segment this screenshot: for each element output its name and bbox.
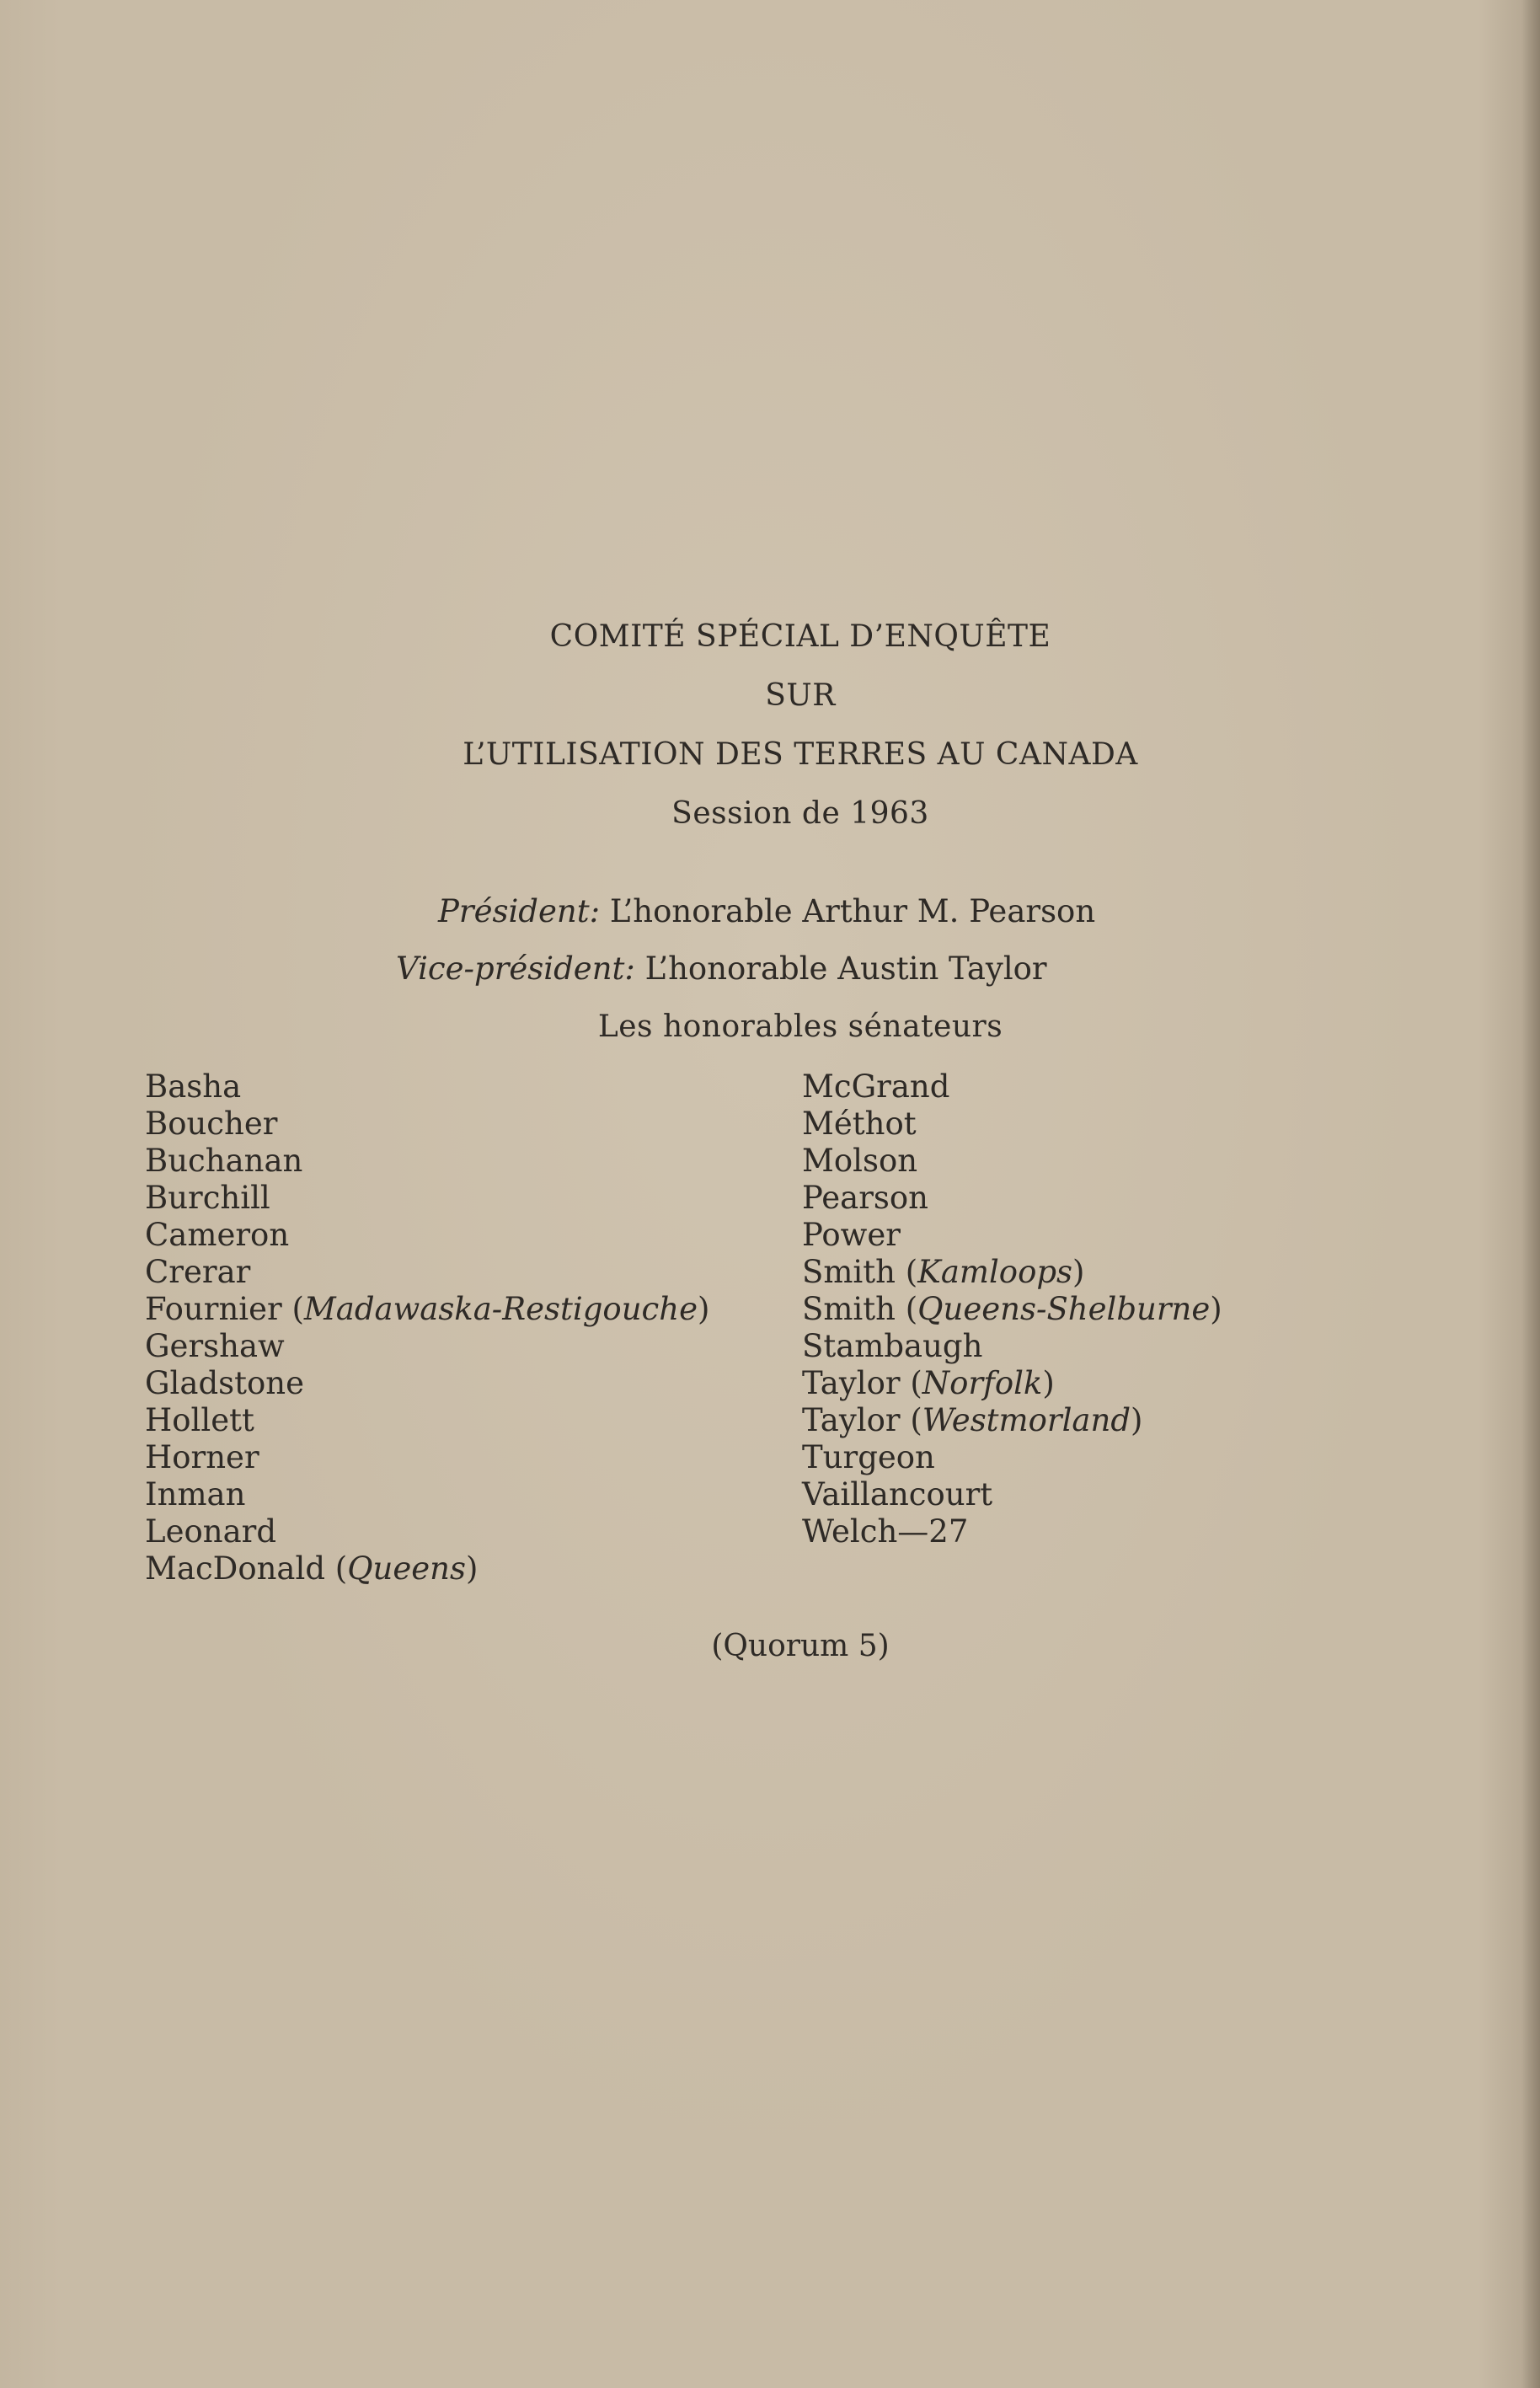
senator-name: Power bbox=[802, 1217, 901, 1253]
member-name-item bbox=[145, 1439, 709, 1476]
committee-title-line-3: L’UTILISATION DES TERRES AU CANADA bbox=[463, 737, 1138, 772]
senator-name: Burchill bbox=[145, 1180, 270, 1216]
member-name-item bbox=[802, 1217, 1222, 1254]
senator-name: Méthot bbox=[802, 1106, 917, 1142]
senator-name: Buchanan bbox=[145, 1143, 303, 1179]
senator-name: Cameron bbox=[145, 1217, 290, 1253]
member-name-item bbox=[145, 1402, 709, 1439]
senator-name: Smith bbox=[802, 1291, 896, 1327]
riding-parenthetical: (Madawaska-Restigouche) bbox=[281, 1291, 710, 1327]
senator-riding: Madawaska-Restigouche bbox=[303, 1291, 698, 1327]
session-label: Session de 1963 bbox=[671, 796, 929, 831]
member-name-item bbox=[145, 1217, 709, 1254]
president-name: L’honorable Arthur M. Pearson bbox=[609, 893, 1096, 929]
member-name-item bbox=[802, 1068, 1222, 1106]
senator-name: Gladstone bbox=[145, 1365, 304, 1401]
riding-parenthetical: (Norfolk) bbox=[900, 1365, 1055, 1401]
senator-name: Gershaw bbox=[145, 1328, 285, 1364]
member-name-item bbox=[145, 1513, 709, 1550]
member-name-item bbox=[802, 1513, 1222, 1550]
member-name-item bbox=[802, 1291, 1222, 1328]
member-name-item bbox=[802, 1106, 1222, 1143]
member-name-item bbox=[145, 1365, 709, 1402]
senator-name: MacDonald bbox=[145, 1550, 326, 1587]
senator-name: Pearson bbox=[802, 1180, 928, 1216]
senator-name: Taylor bbox=[802, 1402, 901, 1438]
riding-parenthetical: (Queens) bbox=[325, 1550, 479, 1587]
member-name-item bbox=[145, 1068, 709, 1106]
senator-riding: Kamloops bbox=[917, 1254, 1073, 1290]
president-role: Président: bbox=[438, 893, 601, 929]
member-name-item bbox=[802, 1402, 1222, 1439]
member-name-item bbox=[802, 1476, 1222, 1513]
member-name-item bbox=[802, 1439, 1222, 1476]
president-line bbox=[438, 893, 1095, 929]
senator-riding: Norfolk bbox=[922, 1365, 1043, 1401]
senator-name: Molson bbox=[802, 1143, 918, 1179]
page-edge-shadow bbox=[1521, 0, 1540, 2388]
senator-riding: Queens-Shelburne bbox=[917, 1291, 1211, 1327]
member-name-item bbox=[145, 1476, 709, 1513]
vice-president-name: L’honorable Austin Taylor bbox=[644, 950, 1047, 987]
senator-name: McGrand bbox=[802, 1068, 950, 1105]
member-name-item bbox=[145, 1143, 709, 1180]
senator-name: Vaillancourt bbox=[802, 1476, 993, 1513]
senator-name: Stambaugh bbox=[802, 1328, 983, 1364]
senators-heading: Les honorables sénateurs bbox=[597, 1009, 1003, 1044]
senator-name: Horner bbox=[145, 1439, 259, 1475]
member-name-item bbox=[145, 1550, 709, 1588]
senator-name: Turgeon bbox=[802, 1439, 935, 1475]
quorum-note: (Quorum 5) bbox=[711, 1629, 890, 1663]
riding-parenthetical: (Queens-Shelburne) bbox=[895, 1291, 1222, 1327]
senator-riding: Westmorland bbox=[922, 1402, 1131, 1438]
vice-president-line bbox=[396, 950, 1047, 987]
committee-title-line-2: SUR bbox=[765, 678, 836, 713]
members-list-left bbox=[145, 1068, 709, 1588]
member-name-item bbox=[145, 1291, 709, 1328]
senator-name: Crerar bbox=[145, 1254, 251, 1290]
member-name-item bbox=[802, 1180, 1222, 1217]
senator-name: Fournier bbox=[145, 1291, 282, 1327]
member-name-item bbox=[145, 1328, 709, 1365]
committee-title-line-1: COMITÉ SPÉCIAL D’ENQUÊTE bbox=[549, 619, 1051, 654]
member-name-item bbox=[802, 1254, 1222, 1291]
senator-name: Boucher bbox=[145, 1106, 278, 1142]
member-name-item bbox=[145, 1106, 709, 1143]
member-name-item bbox=[802, 1365, 1222, 1402]
senator-riding: Queens bbox=[347, 1550, 466, 1587]
senator-name: Welch—27 bbox=[802, 1513, 969, 1550]
member-name-item bbox=[802, 1143, 1222, 1180]
senator-name: Inman bbox=[145, 1476, 246, 1513]
member-name-item bbox=[145, 1254, 709, 1291]
members-list-right bbox=[802, 1068, 1222, 1550]
senator-name: Leonard bbox=[145, 1513, 277, 1550]
senator-name: Hollett bbox=[145, 1402, 254, 1438]
riding-parenthetical: (Westmorland) bbox=[900, 1402, 1143, 1438]
member-name-item bbox=[802, 1328, 1222, 1365]
senator-name: Taylor bbox=[802, 1365, 901, 1401]
member-name-item bbox=[145, 1180, 709, 1217]
riding-parenthetical: (Kamloops) bbox=[895, 1254, 1085, 1290]
senator-name: Smith bbox=[802, 1254, 896, 1290]
senator-name: Basha bbox=[145, 1068, 242, 1105]
vice-president-role: Vice-président: bbox=[396, 950, 635, 987]
